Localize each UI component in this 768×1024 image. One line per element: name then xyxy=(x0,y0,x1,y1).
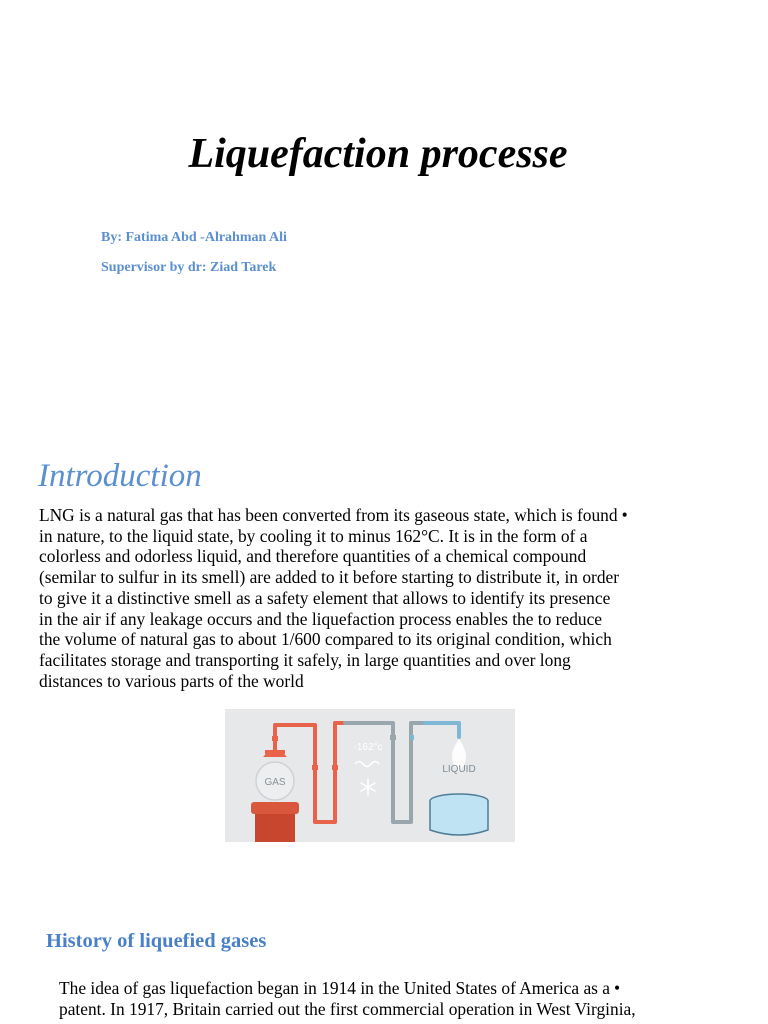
snowflake-icon xyxy=(361,779,375,795)
lng-process-illustration xyxy=(225,709,515,842)
paragraph-line: in the air if any leakage occurs and the liquefaction process enables the to reduce xyxy=(39,608,603,629)
paragraph-line: the volume of natural gas to about 1/600 compared to its original condition, which xyxy=(39,629,612,650)
paragraph-line: (semilar to sulfur in its smell) are added to it before starting to distribute it, in order xyxy=(39,567,620,588)
author-line: By: Fatima Abd -Alrahman Ali xyxy=(101,230,287,245)
paragraph-line: facilitates storage and transporting it safely, in large quantities and over long xyxy=(39,649,571,670)
burner-base xyxy=(255,812,295,842)
bullet-marker: • xyxy=(614,978,621,998)
temperature-label: -162°c xyxy=(353,742,383,753)
paragraph-line: to give it a distinctive smell as a safety element that allows to identify its presence xyxy=(39,587,611,608)
liquid-tank xyxy=(430,801,488,835)
paragraph-line: LNG is a natural gas that has been converted from its gaseous state, which is found • xyxy=(39,505,628,525)
history-heading: History of liquefied gases xyxy=(46,930,267,952)
introduction-paragraph xyxy=(39,505,719,691)
document-title: Liquefaction processe xyxy=(188,131,568,177)
introduction-heading: Introduction xyxy=(38,458,202,494)
paragraph-line: The idea of gas liquefaction began in 1914 in the United States of America as a • xyxy=(59,978,621,998)
gas-label: GAS xyxy=(264,777,286,788)
paragraph-line: distances to various parts of the world xyxy=(39,670,304,691)
burner-rim xyxy=(251,802,299,814)
paragraph-line: patent. In 1917, Britain carried out the first commercial operation in West Virginia, xyxy=(59,998,636,1019)
bullet-marker: • xyxy=(621,505,628,525)
history-paragraph xyxy=(59,978,739,1019)
wave-icon xyxy=(355,762,379,767)
supervisor-line: Supervisor by dr: Ziad Tarek xyxy=(101,260,277,275)
cold-pipes xyxy=(425,723,459,737)
paragraph-line: in nature, to the liquid state, by cooling it to minus 162°C. It is in the form of a xyxy=(39,525,588,546)
paragraph-line: colorless and odorless liquid, and therefore quantities of a chemical compound xyxy=(39,546,587,567)
liquid-label: LIQUID xyxy=(442,764,476,775)
